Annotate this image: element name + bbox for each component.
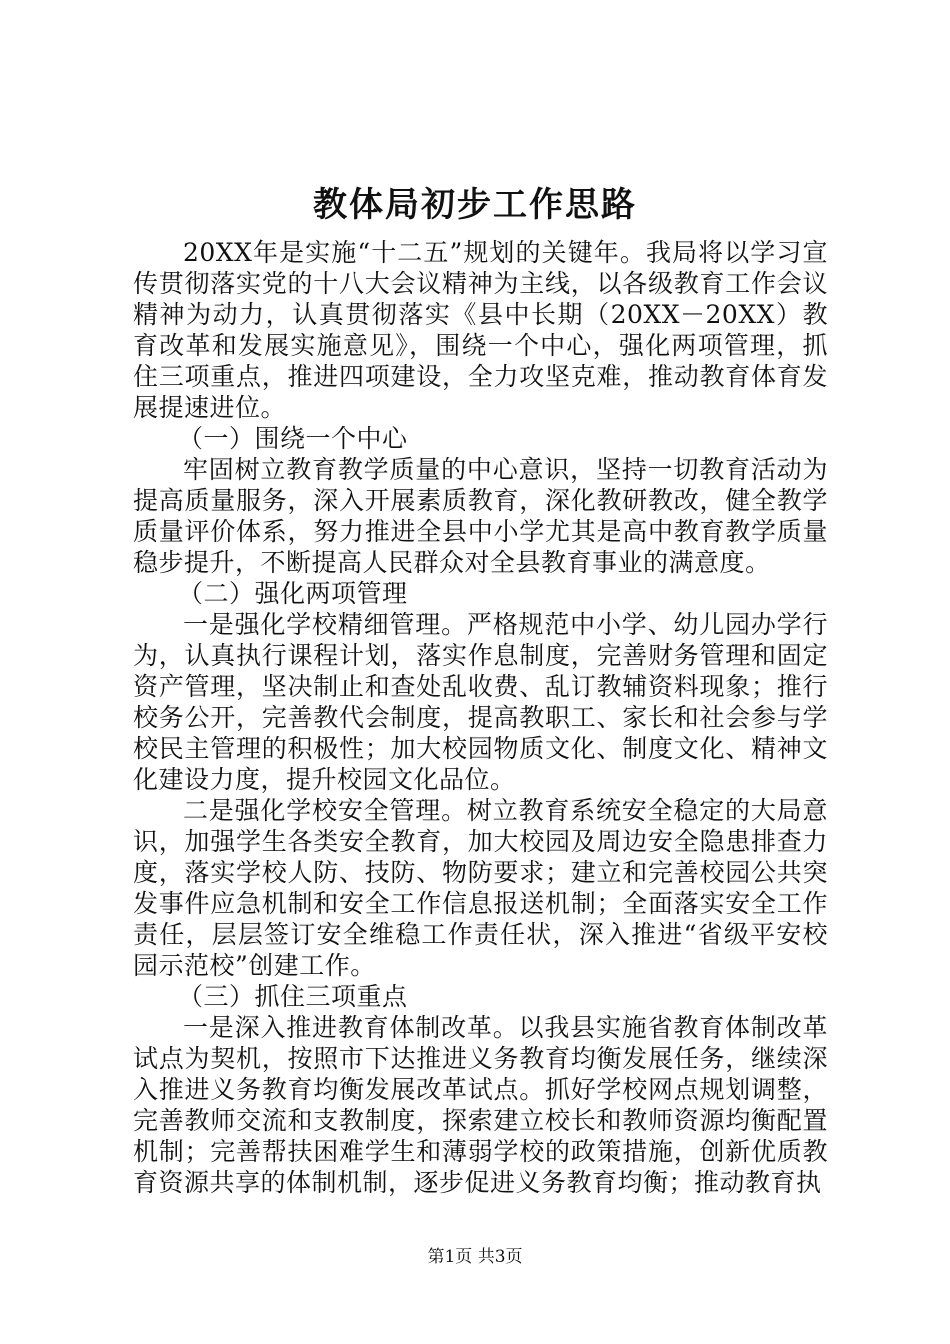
paragraph-education-reform: 一是深入推进教育体制改革。以我县实施省教育体制改革试点为契机，按照市下达推进义务教育均衡发展任务，继续深入推进义务教育均衡发展改革试点。抓好学校网点规划调整，完善教师交流和支教制度，探索建立校长和教师资源均衡配置机制；完善帮扶困难学生和薄弱学校的政策措施，创新优质教育资源共享的体制机制，逐步促进义务教育均衡；推动教育执 xyxy=(133,1013,828,1197)
page-number-footer: 第1页 共3页 xyxy=(427,1247,523,1267)
paragraph-center-quality: 牢固树立教育教学质量的中心意识，坚持一切教育活动为提高质量服务，深入开展素质教育，深化教研教改，健全教学质量评价体系，努力推进全县中小学尤其是高中教育教学质量稳步提升，不断提高人民群众对全县教育事业的满意度。 xyxy=(133,455,828,577)
paragraph-safety-management: 二是强化学校安全管理。树立教育系统安全稳定的大局意识，加强学生各类安全教育，加大校园及周边安全隐患排查力度，落实学校人防、技防、物防要求；建立和完善校园公共突发事件应急机制和安全工作信息报送机制；全面落实安全工作责任，层层签订安全维稳工作责任状，深入推进“省级平安校园示范校”创建工作。 xyxy=(133,796,828,980)
document-body xyxy=(133,237,828,1198)
document-title: 教体局初步工作思路 xyxy=(313,185,637,225)
paragraph-intro: 20XX年是实施“十二五”规划的关键年。我局将以学习宣传贯彻落实党的十八大会议精神为主线，以各级教育工作会议精神为动力，认真贯彻落实《县中长期（20XX－20XX）教育改革和发展实施意见》，围绕一个中心，强化两项管理，抓住三项重点，推进四项建设，全力攻坚克难，推动教育体育发展提速进位。 xyxy=(133,238,828,422)
section-heading-1: （一）围绕一个中心 xyxy=(178,424,408,453)
section-heading-3: （三）抓住三项重点 xyxy=(178,982,408,1011)
section-heading-2: （二）强化两项管理 xyxy=(178,579,408,608)
paragraph-school-management: 一是强化学校精细管理。严格规范中小学、幼儿园办学行为，认真执行课程计划，落实作息制度，完善财务管理和固定资产管理，坚决制止和查处乱收费、乱订教辅资料现象；推行校务公开，完善教代会制度，提高教职工、家长和社会参与学校民主管理的积极性；加大校园物质文化、制度文化、精神文化建设力度，提升校园文化品位。 xyxy=(133,610,828,794)
